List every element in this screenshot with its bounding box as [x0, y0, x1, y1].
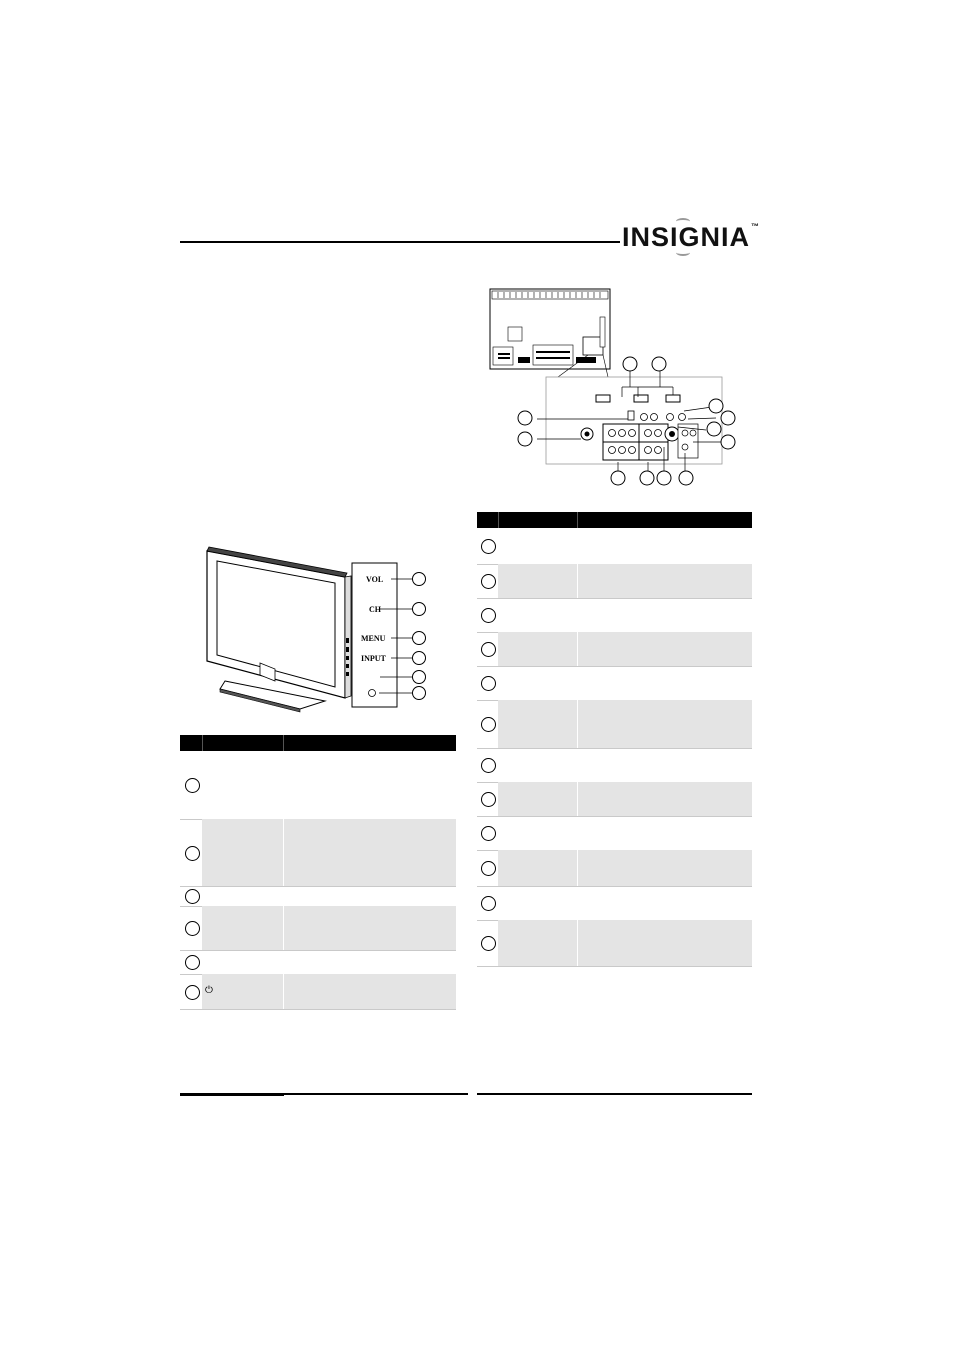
- callout-number-icon: [481, 826, 496, 841]
- logo-swoosh-bottom: [676, 249, 690, 256]
- tv-back-illustration: [488, 287, 738, 492]
- logo-swoosh-top: [676, 218, 690, 225]
- right-table-header: [477, 512, 752, 528]
- footer-rule-left-accent: [180, 1093, 284, 1096]
- table-row: [498, 632, 752, 666]
- table-row: [202, 906, 456, 950]
- callout-number-icon: [481, 861, 496, 876]
- callout-number-icon: [481, 758, 496, 773]
- vol-label: VOL: [366, 575, 384, 584]
- header-rule: [180, 241, 620, 243]
- table-row: [498, 700, 752, 748]
- row-divider: [477, 966, 752, 967]
- table-row: [202, 886, 456, 906]
- table-row: [202, 974, 456, 1009]
- callout-number-icon: [185, 778, 200, 793]
- callout-number-icon: [185, 985, 200, 1000]
- callout-number-icon: [185, 846, 200, 861]
- table-row: [202, 819, 456, 886]
- callout-number-icon: [481, 792, 496, 807]
- callout-number-icon: [481, 642, 496, 657]
- brand-logo: INSIGNIA™: [622, 222, 761, 252]
- footer-rule-right: [477, 1093, 752, 1095]
- left-table-header: [180, 735, 456, 751]
- table-row: [498, 782, 752, 816]
- callout-number-icon: [185, 889, 200, 904]
- menu-label: MENU: [361, 634, 386, 643]
- callout-number-icon: [481, 676, 496, 691]
- table-row: [498, 920, 752, 966]
- table-row: [498, 598, 752, 632]
- callout-number-icon: [481, 717, 496, 732]
- callout-number-icon: [481, 539, 496, 554]
- table-row: [498, 816, 752, 850]
- table-row: [498, 666, 752, 700]
- input-label: INPUT: [361, 654, 386, 663]
- callout-number-icon: [481, 896, 496, 911]
- callout-number-icon: [481, 608, 496, 623]
- tv-front-illustration: [195, 543, 440, 713]
- callout-number-icon: [481, 574, 496, 589]
- row-divider: [180, 1009, 456, 1010]
- table-row: [498, 886, 752, 920]
- callout-number-icon: [185, 921, 200, 936]
- ch-label: CH: [369, 605, 381, 614]
- table-row: [498, 564, 752, 598]
- table-row: [498, 748, 752, 782]
- table-row: [498, 528, 752, 564]
- callout-number-icon: [481, 936, 496, 951]
- power-icon: ⏻: [205, 984, 213, 996]
- table-row: [498, 850, 752, 886]
- table-row: [202, 950, 456, 974]
- callout-number-icon: [185, 955, 200, 970]
- table-row: [202, 751, 456, 819]
